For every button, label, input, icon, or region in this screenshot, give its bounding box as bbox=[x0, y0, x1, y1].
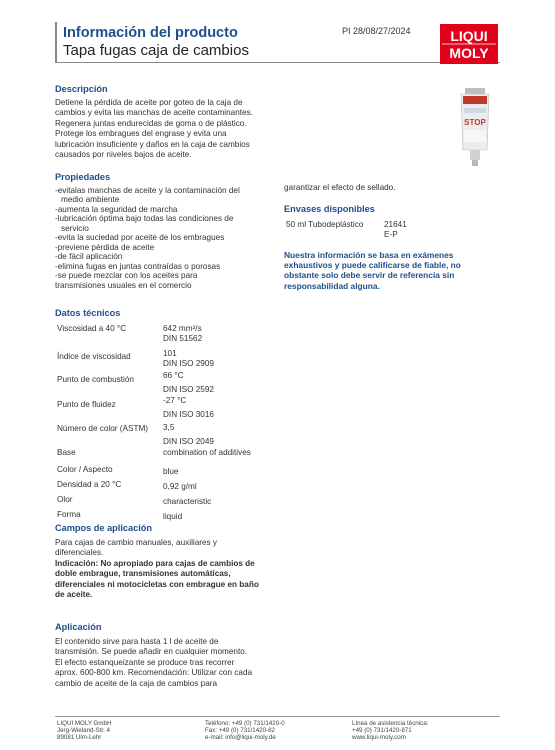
disclaimer-line: obstante solo debe servir de referencia sin bbox=[284, 270, 455, 281]
description-section bbox=[55, 84, 280, 161]
disclaimer-line: Nuestra información se basa en exámenes bbox=[284, 250, 454, 260]
packaging-size: 50 ml Tubodeplástico bbox=[286, 219, 364, 229]
property-item: -previene pérdida de aceite bbox=[55, 242, 155, 252]
property-item: -aumenta la seguridad de marcha bbox=[55, 204, 178, 214]
property-item: -evita la suciedad por aceite de los embragues bbox=[55, 233, 225, 242]
spec-value bbox=[163, 324, 251, 349]
spec-value: liquid bbox=[163, 512, 183, 522]
property-item: servicio bbox=[61, 223, 89, 233]
footer-rule bbox=[55, 716, 500, 717]
spec-value: 0,92 g/ml bbox=[163, 481, 197, 491]
spec-value: combination of additives bbox=[163, 447, 251, 457]
spec-norm: DIN ISO 2592 bbox=[163, 385, 214, 395]
application-warning-line: de aceite. bbox=[55, 590, 93, 599]
disclaimer bbox=[284, 250, 504, 291]
description-text bbox=[55, 98, 280, 161]
property-item: -lubricación óptima bajo todas las condiciones de bbox=[55, 214, 234, 223]
spec-norm: DIN 51562 bbox=[163, 333, 203, 343]
spec-value-text: -27 °C bbox=[163, 395, 187, 405]
application-fields-heading: Campos de aplicación bbox=[55, 523, 153, 533]
application-fields-line: Para cajas de cambio manuales, auxiliares y bbox=[55, 537, 218, 547]
application-fields-text bbox=[55, 538, 295, 601]
description-line: causados por niveles bajos de aceite. bbox=[55, 150, 192, 159]
table-row bbox=[55, 507, 251, 522]
technical-data-section bbox=[55, 308, 315, 523]
table-row bbox=[55, 369, 251, 396]
spec-label: Número de color (ASTM) bbox=[57, 424, 148, 433]
usage-line: El efecto estanqueizante se produce tras recorrer bbox=[55, 657, 235, 667]
spec-value-text: 642 mm²/s bbox=[163, 323, 202, 333]
footer-line: LIQUI MOLY GmbH bbox=[57, 720, 112, 727]
footer-line: Teléfono: +49 (0) 731/1420-0 bbox=[205, 720, 285, 727]
spec-value: characteristic bbox=[163, 497, 212, 506]
spec-value-text: 101 bbox=[163, 348, 177, 358]
spec-label: Densidad a 20 °C bbox=[57, 479, 122, 489]
usage-text bbox=[55, 637, 295, 690]
product-label-stop: STOP bbox=[464, 118, 486, 127]
application-fields-line: diferenciales. bbox=[55, 548, 104, 557]
spec-value bbox=[163, 420, 251, 448]
spec-norm: DIN ISO 2049 bbox=[163, 437, 214, 447]
liqui-moly-logo bbox=[440, 24, 498, 64]
spec-label: Punto de fluidez bbox=[57, 399, 116, 409]
table-row bbox=[55, 396, 251, 421]
table-row bbox=[55, 462, 251, 477]
packaging-section bbox=[284, 204, 484, 242]
footer-line: Línea de asistencia técnica: bbox=[352, 720, 429, 727]
article-number: 21641 bbox=[384, 219, 407, 229]
properties-list bbox=[55, 186, 280, 291]
table-row bbox=[55, 349, 251, 370]
spec-label: Forma bbox=[57, 510, 81, 520]
usage-line: transmisión. Se puede añadir en cualquier momento. bbox=[55, 647, 248, 656]
spec-value bbox=[163, 349, 251, 370]
description-line: Detiene la pérdida de aceite por goteo de la caja de bbox=[55, 97, 243, 107]
packaging-heading: Envases disponibles bbox=[284, 204, 375, 214]
table-row bbox=[55, 492, 251, 507]
property-item: -elimina fugas en juntas contraídas o porosas bbox=[55, 261, 221, 271]
spec-value-text: 3,5 bbox=[163, 423, 175, 432]
description-line: Protege los embragues del engrase y evita una bbox=[55, 129, 227, 138]
usage-heading: Aplicación bbox=[55, 622, 102, 632]
product-name: Tapa fugas caja de cambios bbox=[63, 42, 249, 59]
spec-label: Olor bbox=[57, 495, 73, 504]
footer-website-link[interactable]: www.liqui-moly.com bbox=[352, 733, 406, 741]
footer-line: +49 (0) 731/1420-871 bbox=[352, 726, 412, 734]
footer-company bbox=[57, 721, 111, 741]
properties-section bbox=[55, 172, 280, 290]
spec-value bbox=[163, 369, 251, 396]
property-item: -de fácil aplicación bbox=[55, 252, 123, 261]
usage-line: El contenido sirve para hasta 1 l de aceite de bbox=[55, 636, 219, 646]
technical-data-heading: Datos técnicos bbox=[55, 308, 121, 318]
spec-value: blue bbox=[163, 466, 179, 476]
spec-label: Punto de combustión bbox=[57, 375, 134, 384]
spec-label: Viscosidad a 40 °C bbox=[57, 323, 127, 333]
table-row bbox=[55, 420, 251, 448]
footer-line: 89081 Ulm-Lehr bbox=[57, 733, 102, 741]
spec-norm: DIN ISO 3016 bbox=[163, 409, 214, 419]
property-item: transmisiones usuales en el comercio bbox=[55, 280, 192, 290]
footer-line: Fax: +49 (0) 731/1420-82 bbox=[205, 726, 275, 734]
article-suffix: E-P bbox=[384, 229, 398, 239]
properties-continuation: garantizar el efecto de sellado. bbox=[284, 183, 396, 192]
footer-email-link[interactable]: e-mail: info@liqui-moly.de bbox=[205, 733, 276, 741]
application-warning-line: doble embrague, transmisiones automáticas, bbox=[55, 569, 231, 578]
table-row bbox=[55, 448, 251, 462]
application-warning-line: Indicación: No apropiado para cajas de cambios de bbox=[55, 558, 255, 568]
usage-line: cambio de aceite de la caja de cambios para bbox=[55, 678, 218, 688]
spec-label: Índice de viscosidad bbox=[57, 351, 131, 361]
document-title: Información del producto bbox=[63, 25, 238, 41]
product-tube-image bbox=[455, 88, 495, 168]
table-row bbox=[55, 324, 251, 349]
description-line: cambios y evita las manchas de aceite contaminantes. bbox=[55, 108, 253, 117]
footer-hotline bbox=[352, 721, 428, 741]
property-item: -evitalas manchas de aceite y la contaminación del bbox=[55, 185, 240, 195]
description-heading: Descripción bbox=[55, 84, 108, 94]
description-line: Regenera juntas endurecidas de goma o de plástico. bbox=[55, 118, 247, 128]
technical-data-table bbox=[55, 324, 251, 523]
usage-line: aprox. 600-800 km. Recomendación: Utilizar con cada bbox=[55, 668, 253, 677]
description-line: lubricación insuficiente y daños en la caja de cambios bbox=[55, 139, 250, 149]
header-rule bbox=[55, 62, 500, 63]
header-left-bar bbox=[55, 22, 57, 62]
logo-line2: MOLY bbox=[449, 45, 489, 61]
spec-norm: DIN ISO 2909 bbox=[163, 358, 214, 368]
spec-value-text: 66 °C bbox=[163, 371, 184, 380]
logo-line1: LIQUI bbox=[450, 28, 488, 44]
disclaimer-line: responsabilidad alguna. bbox=[284, 280, 380, 291]
application-warning-line: diferenciales ni motocicletas con embrague en baño bbox=[55, 579, 259, 589]
spec-value bbox=[163, 396, 251, 421]
property-item: -se puede mezclar con los aceites para bbox=[55, 271, 198, 280]
footer-contact bbox=[205, 721, 285, 741]
spec-label: Base bbox=[57, 447, 76, 457]
usage-section bbox=[55, 622, 295, 689]
pi-reference: PI 28/08/27/2024 bbox=[342, 26, 411, 36]
footer-line: Jerg-Wieland-Str. 4 bbox=[57, 726, 110, 734]
disclaimer-line: exhaustivos y puede calificarse de fiable, no bbox=[284, 260, 461, 271]
spec-label: Color / Aspecto bbox=[57, 464, 113, 474]
table-row bbox=[55, 477, 251, 492]
properties-heading: Propiedades bbox=[55, 172, 111, 182]
document-header bbox=[55, 22, 500, 64]
property-item: medio ambiente bbox=[61, 195, 120, 204]
application-fields-section bbox=[55, 523, 295, 601]
